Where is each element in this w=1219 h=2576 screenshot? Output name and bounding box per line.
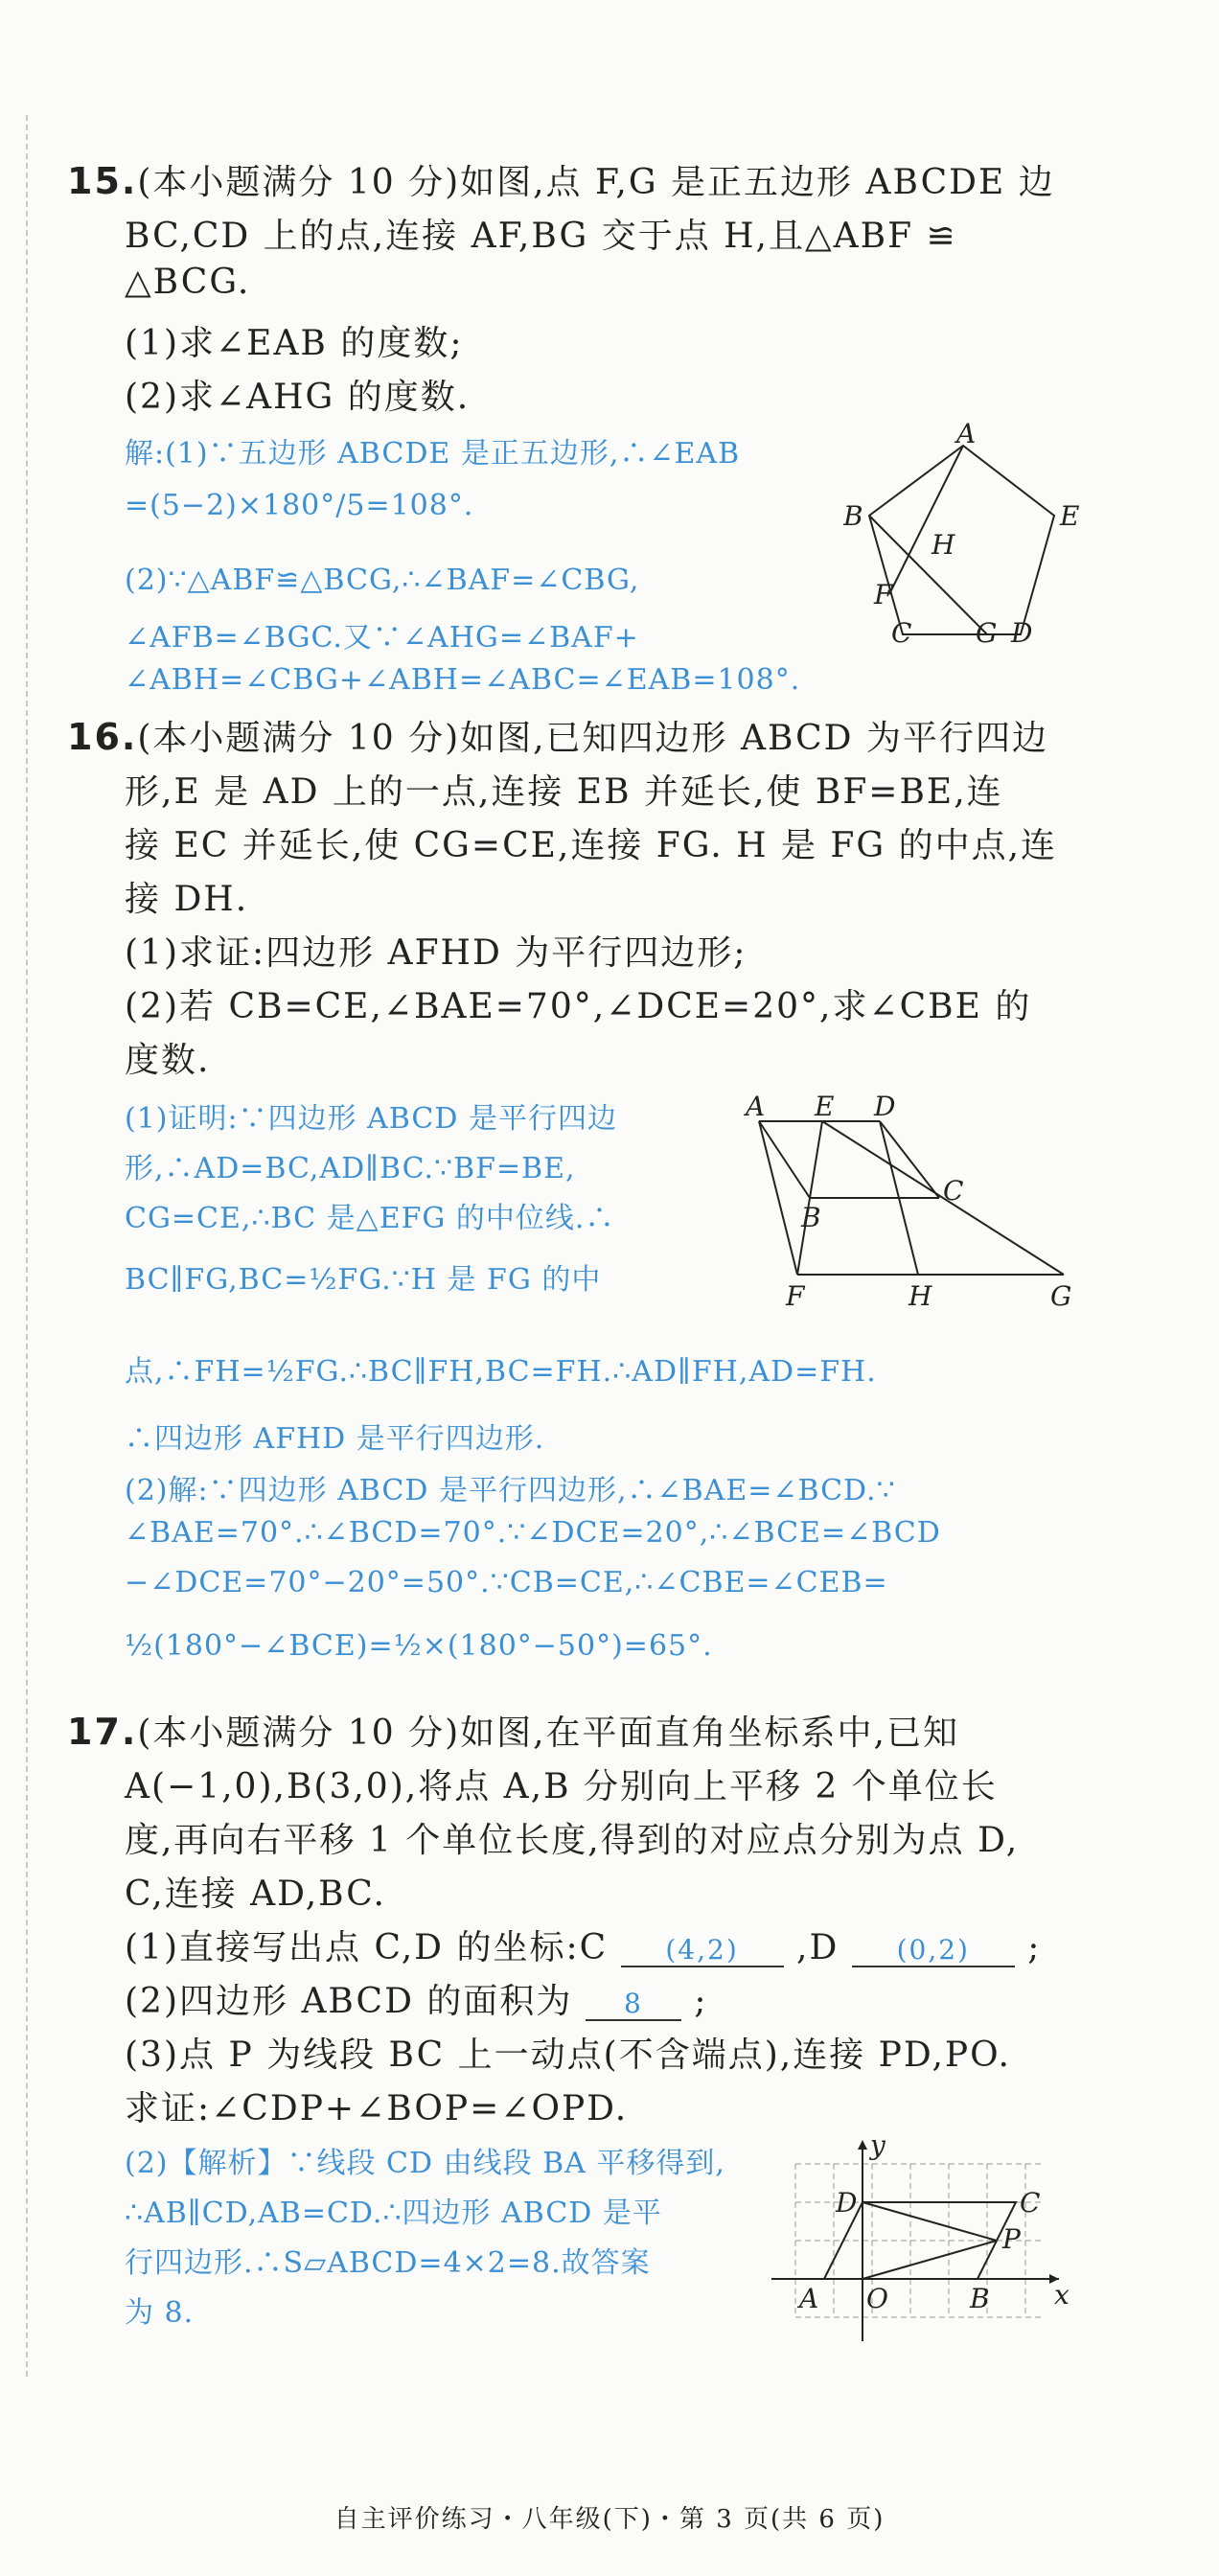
q17-part-2 <box>125 1974 707 2023</box>
label-A: A <box>956 422 977 449</box>
q17-line-2: A(−1,0),B(3,0),将点 A,B 分别向上平移 2 个单位长 <box>125 1767 998 1806</box>
q17-answer-2: ∴AB∥CD,AB=CD.∴四边形 ABCD 是平 <box>125 2196 662 2230</box>
q16-answer-8: ∠BAE=70°.∴∠BCD=70°.∵∠DCE=20°,∴∠BCE=∠BCD <box>125 1516 941 1550</box>
q16-answer-2: 形,∴AD=BC,AD∥BC.∵BF=BE, <box>125 1152 576 1185</box>
q15-line-2: BC,CD 上的点,连接 AF,BG 交于点 H,且△ABF ≌ <box>125 217 957 256</box>
q16-answer-5: 点,∴FH=½FG.∴BC∥FH,BC=FH.∴AD∥FH,AD=FH. <box>125 1355 877 1389</box>
q16-answer-7: (2)解:∵四边形 ABCD 是平行四边形,∴∠BAE=∠BCD.∵ <box>125 1474 896 1507</box>
q15-number: 15. <box>67 160 138 202</box>
label-x: x <box>1054 2279 1070 2311</box>
label-H: H <box>932 529 955 561</box>
q15-line-1 <box>67 155 1055 204</box>
q16-answer-1: (1)证明:∵四边形 ABCD 是平行四边 <box>125 1102 617 1136</box>
q17-line-1 <box>67 1706 959 1755</box>
label-H: H <box>908 1280 932 1312</box>
page-footer: 自主评价练习・八年级(下)・第 3 页(共 6 页) <box>334 2505 886 2534</box>
label-G: G <box>1050 1280 1072 1312</box>
q16-line-4: 接 DH. <box>125 880 249 919</box>
q16-part-2: (2)若 CB=CE,∠BAE=70°,∠DCE=20°,求∠CBE 的 <box>125 987 1032 1026</box>
label-C: C <box>943 1175 964 1207</box>
q16-answer-4: BC∥FG,BC=½FG.∵H 是 FG 的中 <box>125 1263 602 1297</box>
q16-line-3: 接 EC 并延长,使 CG=CE,连接 FG. H 是 FG 的中点,连 <box>125 826 1058 865</box>
label-A: A <box>746 1092 766 1122</box>
q17-answer-1: (2)【解析】∵线段 CD 由线段 BA 平移得到, <box>125 2147 725 2180</box>
q16-answer-6: ∴四边形 AFHD 是平行四边形. <box>125 1422 545 1456</box>
label-B: B <box>801 1202 821 1233</box>
label-A: A <box>799 2283 819 2314</box>
q17-text: (本小题满分 10 分)如图,在平面直角坐标系中,已知 <box>137 1714 960 1753</box>
label-D: D <box>874 1092 896 1122</box>
q17-part2-prefix: (2)四边形 ABCD 的面积为 <box>125 1982 573 2021</box>
q16-text: (本小题满分 10 分)如图,已知四边形 ABCD 为平行四边 <box>137 719 1048 758</box>
q17-part-3-line-2: 求证:∠CDP+∠BOP=∠OPD. <box>125 2089 629 2128</box>
q16-answer-9: −∠DCE=70°−20°=50°.∵CB=CE,∴∠CBE=∠CEB= <box>125 1566 888 1599</box>
q15-line-3: △BCG. <box>125 263 251 302</box>
parallelogram-figure <box>738 1092 1083 1313</box>
label-G: G <box>976 617 998 649</box>
label-P: P <box>1002 2223 1021 2255</box>
q17-part1-prefix: (1)直接写出点 C,D 的坐标:C <box>125 1928 609 1967</box>
label-B: B <box>843 500 863 532</box>
q16-line-2: 形,E 是 AD 上的一点,连接 EB 并延长,使 BF=BE,连 <box>125 772 1003 812</box>
q17-answer-3: 行四边形.∴S▱ABCD=4×2=8.故答案 <box>125 2246 651 2280</box>
label-D: D <box>836 2187 858 2219</box>
q17-answer-4: 为 8. <box>125 2296 195 2330</box>
q17-part1-end: ; <box>1027 1928 1042 1967</box>
label-F: F <box>786 1280 805 1312</box>
q15-text: (本小题满分 10 分)如图,点 F,G 是正五边形 ABCDE 边 <box>137 163 1055 202</box>
q17-part-1 <box>125 1920 1041 1969</box>
answer-blank-area: 8 <box>586 1988 681 2021</box>
label-C: C <box>891 617 912 649</box>
q16-line-1 <box>67 711 1048 760</box>
binding-margin-line <box>26 115 28 2377</box>
pentagon-figure <box>843 422 1083 652</box>
q15-part-1: (1)求∠EAB 的度数; <box>125 324 464 363</box>
q15-part-2: (2)求∠AHG 的度数. <box>125 378 471 417</box>
label-E: E <box>1060 500 1080 532</box>
q15-answer-3: (2)∵△ABF≌△BCG,∴∠BAF=∠CBG, <box>125 564 640 597</box>
label-F: F <box>874 579 893 610</box>
q17-number: 17. <box>67 1711 138 1753</box>
q16-number: 16. <box>67 716 138 758</box>
q17-part2-end: ; <box>694 1982 708 2021</box>
label-C: C <box>1020 2187 1041 2219</box>
label-O: O <box>866 2283 888 2314</box>
label-E: E <box>815 1092 835 1122</box>
answer-blank-d: (0,2) <box>852 1934 1015 1967</box>
q17-line-3: 度,再向右平移 1 个单位长度,得到的对应点分别为点 D, <box>125 1821 1020 1860</box>
label-B: B <box>970 2283 990 2314</box>
q15-answer-4: ∠AFB=∠BGC.又∵∠AHG=∠BAF+ <box>125 621 639 655</box>
q16-answer-10: ½(180°−∠BCE)=½×(180°−50°)=65°. <box>125 1629 713 1663</box>
q17-line-4: C,连接 AD,BC. <box>125 1874 386 1914</box>
answer-blank-c: (4,2) <box>621 1934 784 1967</box>
q15-answer-2: =(5−2)×180°/5=108°. <box>125 489 474 522</box>
label-y: y <box>870 2135 886 2161</box>
q17-part-3: (3)点 P 为线段 BC 上一动点(不含端点),连接 PD,PO. <box>125 2036 1011 2075</box>
q17-part1-mid: ,D <box>796 1928 840 1967</box>
q15-answer-5: ∠ABH=∠CBG+∠ABH=∠ABC=∠EAB=108°. <box>125 663 801 697</box>
label-D: D <box>1011 617 1033 649</box>
q16-answer-3: CG=CE,∴BC 是△EFG 的中位线.∴ <box>125 1202 615 1235</box>
q16-line-7: 度数. <box>125 1041 211 1080</box>
q16-part-1: (1)求证:四边形 AFHD 为平行四边形; <box>125 933 748 973</box>
coordinate-figure <box>767 2135 1073 2346</box>
q15-answer-1: 解:(1)∵五边形 ABCDE 是正五边形,∴∠EAB <box>125 437 741 471</box>
